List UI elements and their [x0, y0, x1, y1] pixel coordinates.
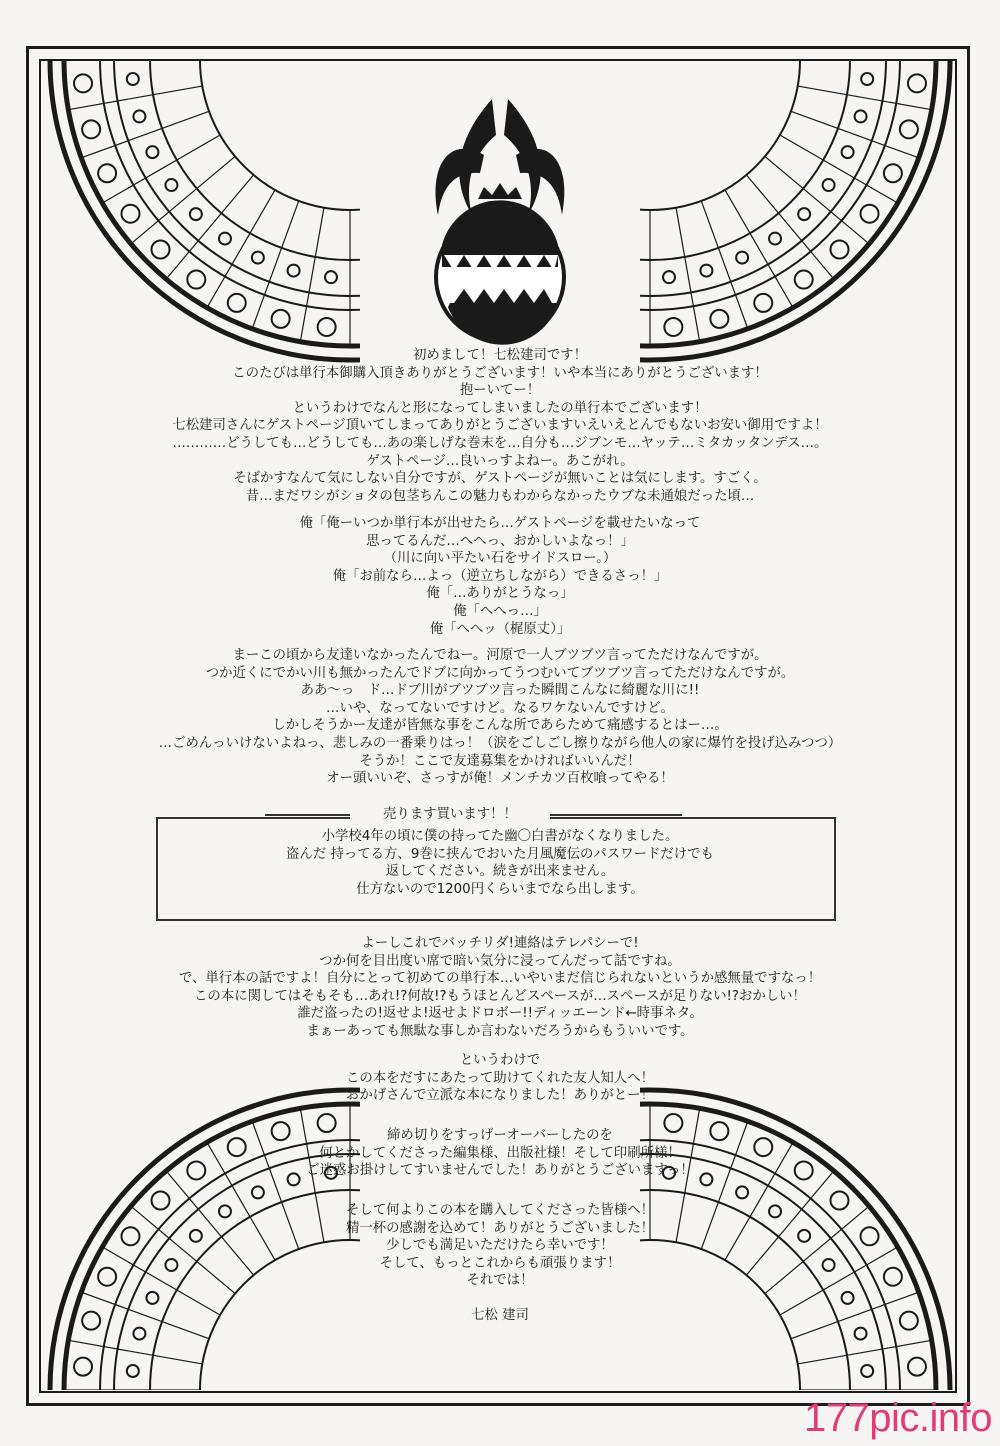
text-line: そうか！ここで友達募集をかければいいんだ！ [359, 753, 641, 769]
thanks-friends-section [80, 1052, 920, 1105]
site-watermark: 177pic.info [804, 1396, 992, 1440]
ad-title-rule-left [265, 814, 350, 816]
story-section [80, 647, 920, 788]
ad-box-title: 売ります買います！！ [350, 805, 550, 825]
text-line: 少しでも満足いただけたら幸いです！ [386, 1238, 614, 1254]
text-line: 思ってるんだ…へへっ、おかしいよなっ！」 [366, 533, 634, 549]
text-line: というわけで [459, 1053, 541, 1068]
text-line: まーこの頃から友達いなかったんでねー。河原で一人ブツブツ言ってただけなんですが。 [232, 648, 768, 663]
text-line: 返してください。続きが出来ません。 [385, 864, 615, 880]
text-line: 仕方ないので1200円くらいまでなら出します。 [356, 881, 644, 897]
text-line: そして何よりこの本を購入してくださった皆様へ！ [346, 1203, 654, 1218]
text-line: ああ～っ ド…ドブ川がブツブツ言った瞬間こんなに綺麗な川に!! [300, 683, 700, 699]
text-line: 昔…まだワシがショタの包茎ちんこの魅力もわからなかったウブな未通娘だった頃… [245, 488, 755, 504]
ad-title-rule-right [550, 814, 682, 816]
text-line: 俺「お前なら…よっ（逆立ちしながら）できるさっ！」 [332, 568, 668, 584]
text-line: 何とかしてくださった編集様、出版社様！そして印刷所様！ [319, 1145, 681, 1161]
text-line: …いや、なってないですけど。なるワケないんですけど。 [326, 700, 674, 716]
text-line: よーしこれでバッチリダ!連絡はテレパシーで! [361, 936, 639, 951]
text-line: 小学校4年の頃に僕の持ってた幽〇白書がなくなりました。 [321, 829, 679, 844]
text-line: この本に関してはそもそも…あれ!?何故!?もうほとんどスペースが…スペースが足りない!?おかしい！ [194, 988, 806, 1004]
text-line: …ごめんっいけないよねっ、悲しみの一番乗りはっ！（涙をごしごし擦りながら他人の家に爆竹を投げ込みつつ） [158, 735, 842, 751]
intro-section [80, 347, 920, 505]
text-line: そして、もっとこれからも頑張ります！ [379, 1255, 621, 1271]
horned-mascot-illustration [420, 95, 580, 345]
text-line: ゲストページ…良いっすよねー。あこがれ。 [366, 453, 634, 469]
text-line: おかげさんで立派な本になりました！ありがとー！ [346, 1088, 654, 1104]
text-line: この本をだすにあたって助けてくれた友人知人へ！ [346, 1070, 654, 1086]
text-line: 七松建司さんにゲストページ頂いてしまってありがとうございますいえいえとんでもないお安い御用ですよ！ [172, 418, 828, 434]
classified-ad-text [80, 828, 920, 898]
text-line: それでは！ [466, 1273, 534, 1289]
text-line: まぁーあっても無駄な事しか言わないだろうからもういいです。 [306, 1023, 694, 1039]
text-line: 俺「俺ーいつか単行本が出せたら…ゲストページを載せたいなって [299, 516, 701, 531]
author-signature: 七松 建司 [471, 1308, 529, 1323]
dialog-section [80, 515, 920, 638]
text-line: つか近くにでかい川も無かったんでドブに向かってうつむいてブツブツ言ってただけなんですが。 [205, 665, 795, 681]
text-line: そばかすなんて気にしない自分ですが、ゲストページが無いことは気にします。すごく。 [233, 471, 767, 487]
ending-section [80, 935, 920, 1041]
text-line: このたびは単行本御購入頂きありがとうございます！いや本当にありがとうございます！ [232, 365, 768, 381]
text-line: 俺「…ありがとうなっ」 [426, 586, 574, 602]
lace-ornament-top-right [640, 60, 960, 380]
text-line: ご迷惑お掛けしてすいませんでした！ありがとうございますっ！ [306, 1163, 694, 1179]
lace-ornament-top-left [40, 60, 360, 380]
text-line: というわけでなんと形になってしまいましたの単行本でございます！ [292, 400, 708, 416]
text-line: 締め切りをすっげーオーバーしたのを [387, 1128, 613, 1143]
text-line: 誰だ盗ったの!返せよ!返せよドロボー!!ディッエーンド←時事ネタ。 [297, 1006, 703, 1022]
text-line: 俺「へへッ（梶原丈）」 [429, 621, 571, 637]
text-line: 俺「へへっ…」 [453, 603, 547, 619]
text-line: オー頭いいぞ、さっすが俺！メンチカツ百枚喰ってやる！ [326, 771, 674, 787]
text-line: しかしそうかー友達が皆無な事をこんな所であらためて痛感するとはー…。 [272, 718, 728, 734]
text-line: 抱ーいてー！ [459, 383, 541, 399]
text-line: で、単行本の話ですよ！自分にとって初めての単行本…いやいまだ信じられないというか感無量ですなっ！ [178, 971, 822, 987]
thanks-staff-section [80, 1127, 920, 1180]
text-line: 初めまして！七松建司です！ [412, 348, 588, 363]
text-line: 盗んだ 持ってる方、9巻に挟んでおいた月風魔伝のパスワードだけでも [286, 846, 714, 862]
text-line: つか何を目出度い席で暗い気分に浸ってんだって話ですね。 [319, 953, 681, 969]
text-line: 精一杯の感謝を込めて！ありがとうございました！ [346, 1220, 654, 1236]
text-line: …………どうしても…どうしても…あの楽しげな巻末を…自分も…ジブンモ…ヤッテ…ミタカッタンデス…。 [172, 435, 828, 451]
thanks-readers-section [80, 1202, 920, 1290]
text-line: （川に向い平たい石をサイドスロー。） [383, 551, 617, 567]
